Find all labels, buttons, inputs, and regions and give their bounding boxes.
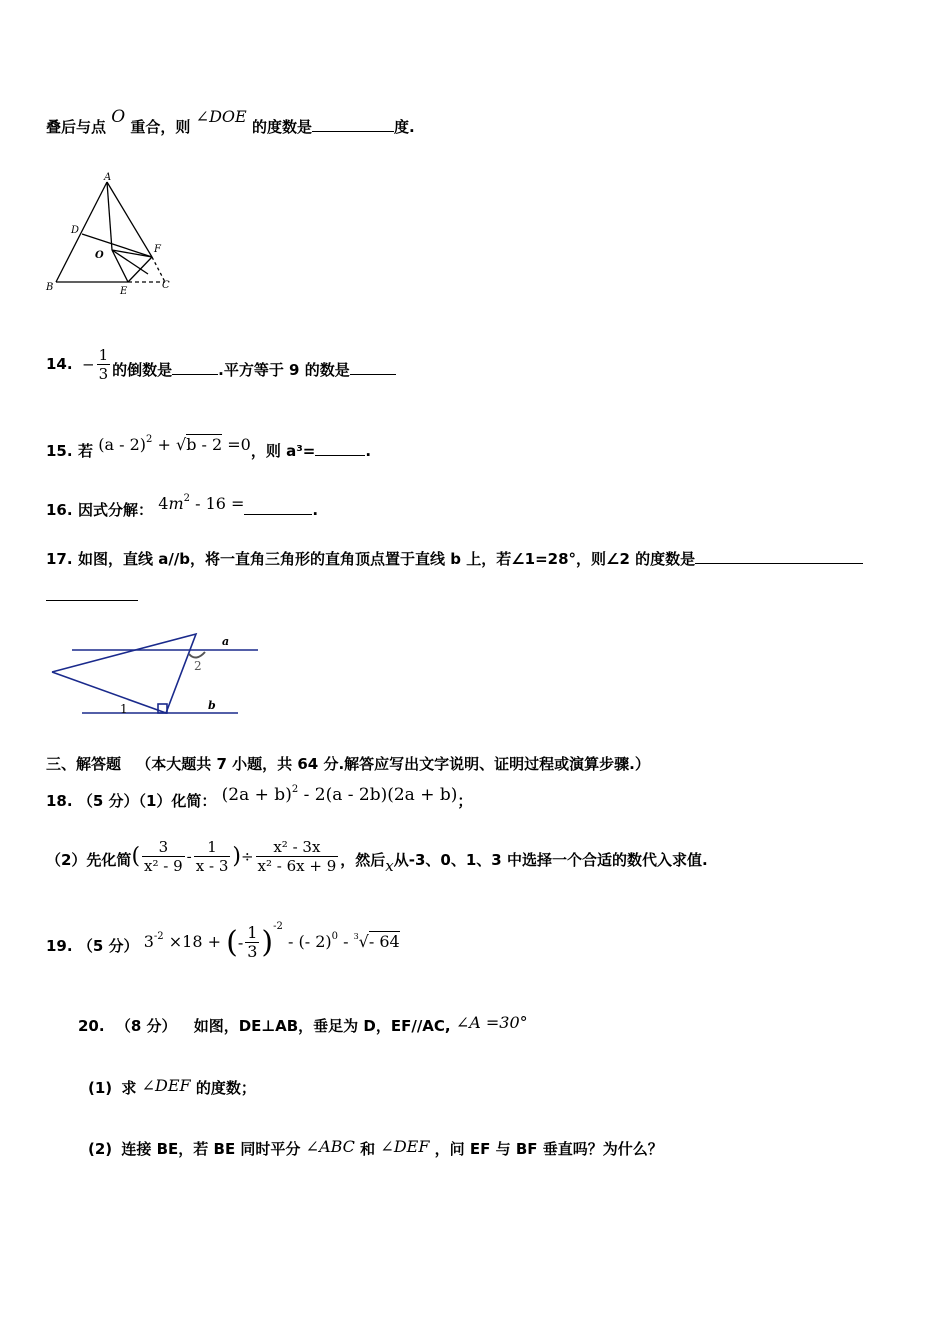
q17-parallel-lines-figure [44,622,274,722]
section3-heading: 三、解答题 [46,755,122,773]
section3-heading-line [46,753,650,774]
q17-blank-continued [46,600,138,601]
q16-expr-a: 4 [158,494,169,513]
q20-p2-label: (2) [88,1140,113,1158]
q20-score: （8 分） [115,1017,177,1035]
q16-expr-exp: 2 [183,493,190,504]
q19-fraction [245,924,259,961]
q20-part1 [88,1077,256,1098]
q14-text2: .平方等于 9 的数是 [218,361,350,379]
q13-end: 度. [393,118,415,136]
q14-fraction [97,346,111,383]
q18-expr1-b: - 2(a - 2b)(2a + b) [298,785,458,805]
q18-then: ，然后 [340,851,386,869]
fig17-label-2: 2 [194,659,202,673]
q16-number: 16. [46,501,73,519]
q13-triangle-figure [40,170,180,295]
fig13-label-f: F [154,244,161,255]
q14-denominator: 3 [98,365,109,383]
q18-f1-num: 3 [158,838,169,856]
q18-f1-den: x² - 9 [144,857,183,875]
q15-radicand: b - 2 [186,435,223,454]
q19-t3exp: 0 [331,931,338,942]
q19-frac-num: 1 [247,923,258,942]
fig13-label-a: A [104,172,112,183]
q18-f3-den: x² - 6x + 9 [257,857,337,875]
q15-number: 15. [46,442,73,460]
q16-expr-var: m [168,494,184,513]
q16-expr-b: - 16 = [189,494,245,513]
q18-minus: - [186,847,192,866]
q13-angle: ∠DOE [195,107,247,126]
q17-number: 17. [46,550,73,568]
q16-line [46,493,319,520]
q15-text: ，则 a³= [250,442,316,460]
q13-answer-blank [312,117,394,132]
fig13-label-d: D [71,225,80,236]
q14-blank1 [172,360,218,375]
q15-expr-exp: 2 [146,434,153,445]
q15-blank [315,441,365,456]
fig13-label-b: B [46,282,54,293]
q20-p2-text: 连接 BE，若 BE 同时平分 [121,1140,301,1158]
q13-suffix: 的度数是 [251,118,312,136]
q20-angle: ∠A =30° [455,1013,528,1032]
q14-number: 14. [46,355,73,373]
q14-text1: 的倒数是 [112,361,173,379]
q14-blank2 [350,360,396,375]
q18-fraction2 [194,838,231,875]
q13-mid: 重合，则 [130,118,191,136]
q20-p2-and: 和 [360,1140,376,1158]
q18-fraction3 [256,838,339,875]
q19-number: 19. [46,937,73,955]
q18-fraction1 [142,838,185,875]
q16-expression [158,494,244,513]
q19-root-index: 3 [353,932,359,941]
q18-end1: ； [457,792,473,810]
q18-paren-open: ( [131,844,141,869]
q14-numerator: 1 [98,346,109,364]
q19-radicand: - 64 [368,932,400,951]
q18-score: （5 分） [77,792,139,810]
q19-t4: - [337,932,354,951]
q18-part1: （1）化简： [138,792,217,810]
q19-paren-open: ( [226,925,238,960]
q15-expression: (a - 2)$^2$ + √b - 2 =0 [98,434,251,454]
q18-paren-close: ) [232,844,241,869]
q20-p2-angle2: ∠DEF [380,1137,430,1156]
q20-p1-text: 求 [121,1079,137,1097]
q18-f3-num: x² - 3x [273,838,321,856]
q18-f2-num: 1 [207,838,217,856]
q19-frac-sign: - [237,933,244,952]
q18-expr1 [222,785,458,805]
fig13-label-c: C [162,280,170,291]
fig13-label-o: O [95,250,104,261]
q16-lead: 因式分解： [78,501,154,519]
q20-p1-label: (1) [88,1079,113,1097]
q19-score: （5 分） [77,937,139,955]
q18-rest: 从-3、0、1、3 中选择一个合适的数代入求值. [393,851,708,869]
q17-text: 如图，直线 a//b，将一直角三角形的直角顶点置于直线 b 上，若∠1=28°，则∠2 的度数是 [78,550,696,568]
q18-var: x [385,857,394,875]
section3-note: （本大题共 7 小题，共 64 分.解答应写出文字说明、证明过程或演算步骤.） [136,755,650,773]
q19-frac-den: 3 [247,942,258,961]
q18-line2 [46,838,708,875]
q19-t3: - (- 2) [282,932,332,951]
q15-eq: =0 [222,435,251,454]
q15-line [46,434,372,461]
q18-div: ÷ [240,847,254,866]
q20-p2-angle1: ∠ABC [305,1137,355,1156]
q19-t1b: ×18 + [163,932,227,951]
q19-t1exp: -2 [153,931,164,942]
q13-point: O [111,107,126,127]
q14-sign: − [82,355,95,374]
q16-blank [244,500,312,515]
q13-line [46,107,415,137]
q20-text: 如图，DE⊥AB，垂足为 D，EF//AC, [193,1017,451,1035]
q18-number: 18. [46,792,73,810]
q18-f2-den: x - 3 [195,857,229,875]
q19-line [46,921,400,961]
q15-expr-base: (a - 2) [98,435,147,454]
q19-expression: $3^{-2} \times 18$ + (- $\frac{1}{3}$ )$^{-2}$ - (- 2)$^0$ - $^3$√- 64 [143,921,400,961]
q17-blank [695,549,863,564]
q19-t2exp: -2 [273,921,283,932]
fig17-label-1: 1 [120,702,128,716]
q18-expr1-a: (2a + b) [221,785,292,805]
q20-p2-end: ，问 EF 与 BF 垂直吗？为什么？ [434,1140,663,1158]
q19-paren-close: ) [261,925,274,960]
q18-line1 [46,784,473,811]
q15-plus: + [152,435,176,454]
q20-part2 [88,1138,663,1159]
q15-end: . [365,442,372,460]
q17-line [46,548,863,569]
fig17-label-a: a [222,635,230,648]
fig17-label-b: b [208,699,216,712]
q20-p1-end: 的度数； [195,1079,256,1097]
q20-number: 20. [78,1017,105,1035]
q20-p1-angle: ∠DEF [141,1076,191,1095]
q14-line [46,346,396,383]
q13-prefix: 叠后与点 [46,118,107,136]
q18-expr1-exp: 2 [291,784,299,795]
q15-lead: 若 [78,442,94,460]
q16-end: . [312,501,319,519]
q18-part2: （2）先化简 [46,851,132,869]
q19-t1: 3 [143,932,154,951]
q20-line [78,1015,528,1036]
fig13-label-e: E [120,286,128,295]
